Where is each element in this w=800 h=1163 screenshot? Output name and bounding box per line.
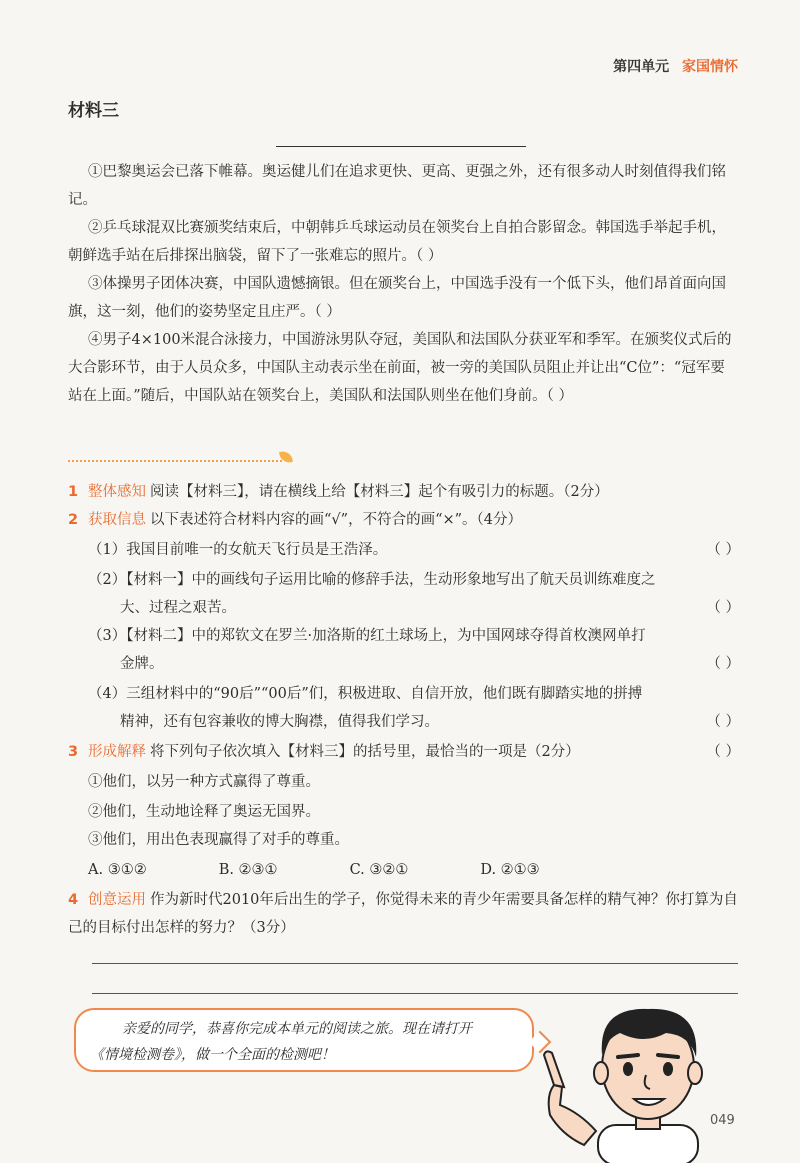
q2-item-2-cont: 大、过程之艰苦。 xyxy=(120,600,236,616)
q3-sentence-1: ①他们，以另一种方式赢得了尊重。 xyxy=(88,774,320,790)
question-tag: 形成解释 xyxy=(88,744,146,760)
title-answer-line[interactable] xyxy=(276,146,526,147)
q3-sentence-2: ②他们，生动地诠释了奥运无国界。 xyxy=(88,804,320,820)
q2-item-2: （2）【材料一】中的画线句子运用比喻的修辞手法，生动形象地写出了航天员训练难度之 xyxy=(88,572,656,588)
theme-label: 家国情怀 xyxy=(682,59,738,75)
q2-answer-3[interactable]: （ ） xyxy=(706,656,740,672)
q2-item-4: （4）三组材料中的“90后”“00后”们，积极进取、自信开放，他们既有脚踏实地的拼搏 xyxy=(88,686,643,702)
blank-paren[interactable]: （ ） xyxy=(416,248,443,264)
page-header xyxy=(613,56,738,76)
option-a[interactable]: A. ③①② xyxy=(88,862,147,878)
question-4: 4 创意运用 作为新时代2010年后出生的学子，你觉得未来的青少年需要具备怎样的精气神？你打算为自己的目标付出怎样的努力？（3分） xyxy=(68,892,738,936)
question-2: 2 获取信息 以下表述符合材料内容的画“√”，不符合的画“×”。（4分） xyxy=(68,512,523,528)
blank-paren[interactable]: （ ） xyxy=(314,304,341,320)
q2-answer-2[interactable]: （ ） xyxy=(706,600,740,616)
question-1: 1 整体感知 阅读【材料三】，请在横线上给【材料三】起个有吸引力的标题。（2分） xyxy=(68,484,609,500)
paragraph-3: ③体操男子团体决赛，中国队遗憾摘银。但在颁奖台上，中国选手没有一个低下头，他们昂首面向国旗，这一刻，他们的姿势坚定且庄严。（ ） xyxy=(68,276,726,320)
question-3: 3 形成解释 将下列句子依次填入【材料三】的括号里，最恰当的一项是（2分） xyxy=(68,744,580,760)
bubble-line-1: 亲爱的同学，恭喜你完成本单元的阅读之旅。现在请打开 xyxy=(122,1021,472,1037)
dotted-divider xyxy=(68,460,282,462)
answer-line-2[interactable] xyxy=(92,993,738,994)
q2-answer-4[interactable]: （ ） xyxy=(706,714,740,730)
question-tag: 获取信息 xyxy=(88,512,146,528)
option-b[interactable]: B. ②③① xyxy=(218,862,278,878)
paragraph-1: ①巴黎奥运会已落下帷幕。奥运健儿们在追求更快、更高、更强之外，还有很多动人时刻值得我们铭记。 xyxy=(68,164,726,208)
q2-item-3: （3）【材料二】中的郑钦文在罗兰·加洛斯的红土球场上，为中国网球夺得首枚澳网单打 xyxy=(88,628,646,644)
unit-label: 第四单元 xyxy=(613,59,670,75)
q3-sentence-3: ③他们，用出色表现赢得了对手的尊重。 xyxy=(88,832,349,848)
q2-item-1: （1）我国目前唯一的女航天飞行员是王浩泽。 xyxy=(88,542,388,558)
bubble-line-2: 《情境检测卷》，做一个全面的检测吧！ xyxy=(90,1047,335,1063)
speech-bubble xyxy=(74,1008,534,1072)
q3-answer[interactable]: （ ） xyxy=(706,744,740,760)
page-number: 049 xyxy=(710,1113,735,1128)
option-c[interactable]: C. ③②① xyxy=(349,862,409,878)
option-d[interactable]: D. ②①③ xyxy=(480,862,540,878)
question-tag: 整体感知 xyxy=(88,484,146,500)
question-tag: 创意运用 xyxy=(88,892,146,908)
blank-paren[interactable]: （ ） xyxy=(546,388,574,404)
answer-line-1[interactable] xyxy=(92,963,738,964)
paragraph-4: ④男子4×100米混合泳接力，中国游泳男队夺冠，美国队和法国队分获亚军和季军。在颁奖仪式后的大合影环节，由于人员众多，中国队主动表示坐在前面，被一旁的美国队员阻止并让出“C位”：“冠军要站在上面。”随后，中国队站在领奖台上，美国队和法国队则坐在他们身前。（ ） xyxy=(68,332,732,404)
q2-item-4-cont: 精神，还有包容兼收的博大胸襟，值得我们学习。 xyxy=(120,714,439,730)
q2-answer-1[interactable]: （ ） xyxy=(706,542,740,558)
section-title: 材料三 xyxy=(68,101,119,121)
boy-illustration-icon xyxy=(540,995,740,1163)
q3-options xyxy=(88,856,612,884)
paragraph-2: ②乒乓球混双比赛颁奖结束后，中朝韩乒乓球运动员在领奖台上自拍合影留念。韩国选手举起手机，朝鲜选手站在后排探出脑袋，留下了一张难忘的照片。（ ） xyxy=(68,220,726,264)
q2-item-3-cont: 金牌。 xyxy=(120,656,164,672)
